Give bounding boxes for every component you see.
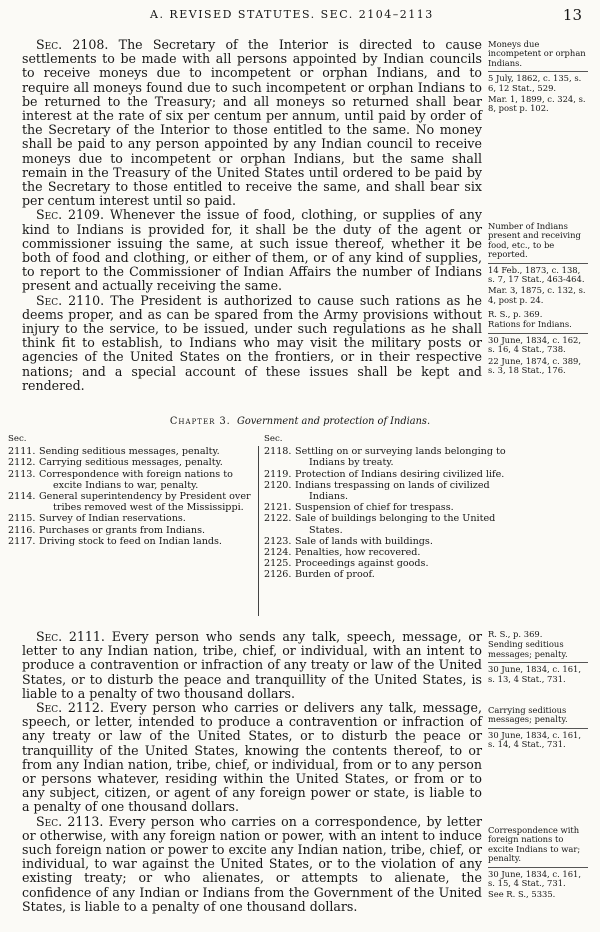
margin-citation: 22 June, 1874, c. 389, s. 3, 18 Stat., 176. [488,355,582,376]
chapter-toc [8,434,528,626]
chapter-heading [0,416,600,427]
section-text: The Secretary of the Interior is directed to cause settlements to be made with all persons appointed by Indian councils to receive moneys due to incompetent or orphan Indians, and to require all moneys found due to such incompetent or orphan Indians to be returned to the Treasury; and all moneys so returned shall bear interest at the rate of six per centum per annum, until paid by order of the Secretary of the Interior to those entitled to the same. No money shall be paid to any person appointed by any Indian council to receive moneys due to incompetent or orphan Indians, but the same shall remain in the Treasury of the United States until ordered to be paid by the Secretary to those entitled to receive the same, and shall bear six per centum interest until so paid. [22,37,482,209]
section-text: Every person who carries on a correspondence, by letter or otherwise, with any foreign nation or power, with an intent to induce such foreign nation or power to excite any Indian nation, tribe, chief, or individual, to war against the United States, or to the violation of any existing treaty; or who alienates, or attempts to alienate, the confidence of any Indian or Indians from the Government of the United States, is liable to a penalty of one thousand dollars. [22,813,482,914]
margin-citation: 30 June, 1834, c. 161, s. 13, 4 Stat., 731. [488,662,588,684]
toc-entry [8,446,252,457]
toc-entry [8,457,252,468]
toc-number: 2112. [8,457,36,469]
section-2110 [22,294,482,393]
toc-entry [264,446,508,468]
toc-number: 2124. [264,547,292,559]
margin-notes-2112 [488,706,588,752]
toc-number: 2120. [264,479,292,491]
margin-note: Number of Indians present and receiving food, etc., to be reported. [488,221,581,260]
margin-note: Correspondence with foreign nations to excite Indians to war; penalty. [488,825,581,864]
toc-entry [8,513,252,524]
margin-note: Carrying seditious messages; penalty. [488,705,568,725]
toc-text: Sale of lands with buildings. [295,535,433,547]
toc-text: General superintendency by President over tribes removed west of the Mississippi. [39,491,251,514]
toc-entry [264,558,508,569]
toc-number: 2114. [8,491,36,503]
section-lead: Sec. 2109. [36,207,105,223]
toc-number: 2115. [8,513,36,525]
section-text: Every person who carries or delivers any talk, message, speech, or letter, intended to produce a contravention or infraction of any treaty or law of the United States, or to disturb the peace or tranquillity of the United States, knowing the contents thereof, to or from any Indian nation, tribe, chief, or individual, from or to any person or persons whatever, residing within the United States, or from or to any subject, citizen, or agent of any foreign power or state, is liable to a penalty of one thousand dollars. [22,700,482,815]
running-header [0,6,600,26]
margin-citation: 30 June, 1834, c. 161, s. 15, 4 Stat., 731. [488,867,588,889]
toc-entry [8,469,252,491]
toc-text: Correspondence with foreign nations to excite Indians to war, penalty. [39,468,233,491]
toc-text: Settling on or surveying lands belonging to Indians by treaty. [295,446,506,469]
margin-citation: 5 July, 1862, c. 135, s. 6, 12 Stat., 529. [488,71,588,93]
margin-notes-2109 [488,222,588,306]
margin-citation: Mar. 1, 1899, c. 324, s. 8, post p. 102. [488,94,586,114]
body-text-upper [22,38,482,393]
toc-text: Burden of proof. [295,569,375,581]
toc-text: Sending seditious messages, penalty. [39,446,220,458]
section-lead: Sec. 2110. [36,292,105,308]
margin-citation: 30 June, 1834, c. 162, s. 16, 4 Stat., 738. [488,333,588,355]
margin-notes-2110 [488,310,588,376]
chapter-title: Government and protection of Indians. [237,416,431,427]
toc-text: Indians trespassing on lands of civilized Indians. [295,479,490,503]
margin-citation: 14 Feb., 1873, c. 138, s. 7, 17 Stat., 463-464. [488,263,588,285]
toc-number: 2126. [264,569,292,581]
section-2109 [22,208,482,293]
toc-number: 2125. [264,558,292,570]
section-2112 [22,701,482,815]
toc-text: Driving stock to feed on Indian lands. [39,535,222,547]
section-lead: Sec. 2111. [36,629,105,644]
toc-entry [264,502,508,513]
toc-text: Purchases or grants from Indians. [39,524,206,536]
margin-label: R. S., p. 369. [488,629,543,639]
toc-entry [264,569,508,580]
toc-number: 2111. [8,446,36,458]
toc-text: Carrying seditious messages, penalty. [39,457,223,469]
toc-number: 2118. [264,446,292,458]
toc-entry [264,469,508,480]
toc-number: 2119. [264,468,292,480]
section-lead: Sec. 2108. [36,37,109,52]
toc-entry [8,525,252,536]
toc-column-right [264,434,508,581]
toc-text: Proceedings against goods. [295,558,429,570]
toc-number: 2121. [264,502,292,514]
margin-label: R. S., p. 369. [488,309,543,319]
margin-note: Moneys due incompetent or orphan Indians. [488,39,586,68]
section-text: Whenever the issue of food, clothing, or supplies of any kind to Indians is provided for, it shall be the duty of the agent or commissioner issuing the same, at such issue thereof, whether it be both of food and clothing, or either of them, or of any kind of supplies, to report to the Commissioner of Indian Affairs the number of Indians present and actually receiving the same. [22,207,482,294]
toc-entry [264,480,508,502]
margin-note: Rations for Indians. [488,319,572,330]
toc-entry [8,536,252,547]
section-2111 [22,630,482,701]
toc-column-divider [258,446,259,616]
toc-text: Protection of Indians desiring civilized life. [295,468,505,480]
chapter-label: Chapter 3. [169,416,231,427]
section-text: Every person who sends any talk, speech, message, or letter to any Indian nation, tribe, chief, or individual, with an intent to produce a contravention or infraction of any treaty or law of the United States, or to disturb the peace and tranquillity of the United States, is liable to a penalty of two thousand dollars. [22,629,482,701]
section-lead: Sec. 2112. [36,700,104,716]
toc-number: 2122. [264,513,292,525]
toc-number: 2117. [8,535,36,547]
section-2108 [22,38,482,208]
toc-entry [264,513,508,535]
page-number: 13 [562,6,582,24]
margin-notes-2111 [488,630,588,686]
toc-number: 2113. [8,468,36,480]
section-text: The President is authorized to cause such rations as he deems proper, and as can be spared from the Army provisions without injury to the service, to be issued, under such regulations as he shall think fit to establish, to Indians who may visit the military posts or agencies of the United States on the frontiers, or in their respective nations; and a special account of these issues shall be kept and rendered. [22,292,482,393]
body-text-lower [22,630,482,914]
toc-column-left [8,434,252,547]
section-2113 [22,815,482,914]
toc-sec-label: Sec. [8,434,27,444]
toc-entry [264,536,508,547]
margin-citation: See R. S., 5335. [488,889,556,900]
margin-note: Sending seditious messages; penalty. [488,639,568,659]
margin-notes-2113 [488,826,588,901]
section-lead: Sec. 2113. [36,813,104,829]
header-title: A. REVISED STATUTES. SEC. 2104–2113 [150,8,434,21]
margin-citation: 30 June, 1834, c. 161, s. 14, 4 Stat., 731. [488,728,588,750]
toc-entry [8,491,252,513]
toc-text: Survey of Indian reservations. [39,513,186,525]
margin-notes-2108 [488,40,588,115]
toc-number: 2116. [8,524,36,536]
margin-citation: Mar. 3, 1875, c. 132, s. 4, post p. 24. [488,285,586,305]
toc-text: Penalties, how recovered. [295,547,421,559]
toc-text: Suspension of chief for trespass. [295,502,454,514]
toc-number: 2123. [264,535,292,547]
toc-entry [264,547,508,558]
toc-text: Sale of buildings belonging to the United States. [295,513,496,536]
toc-sec-label: Sec. [264,434,283,444]
